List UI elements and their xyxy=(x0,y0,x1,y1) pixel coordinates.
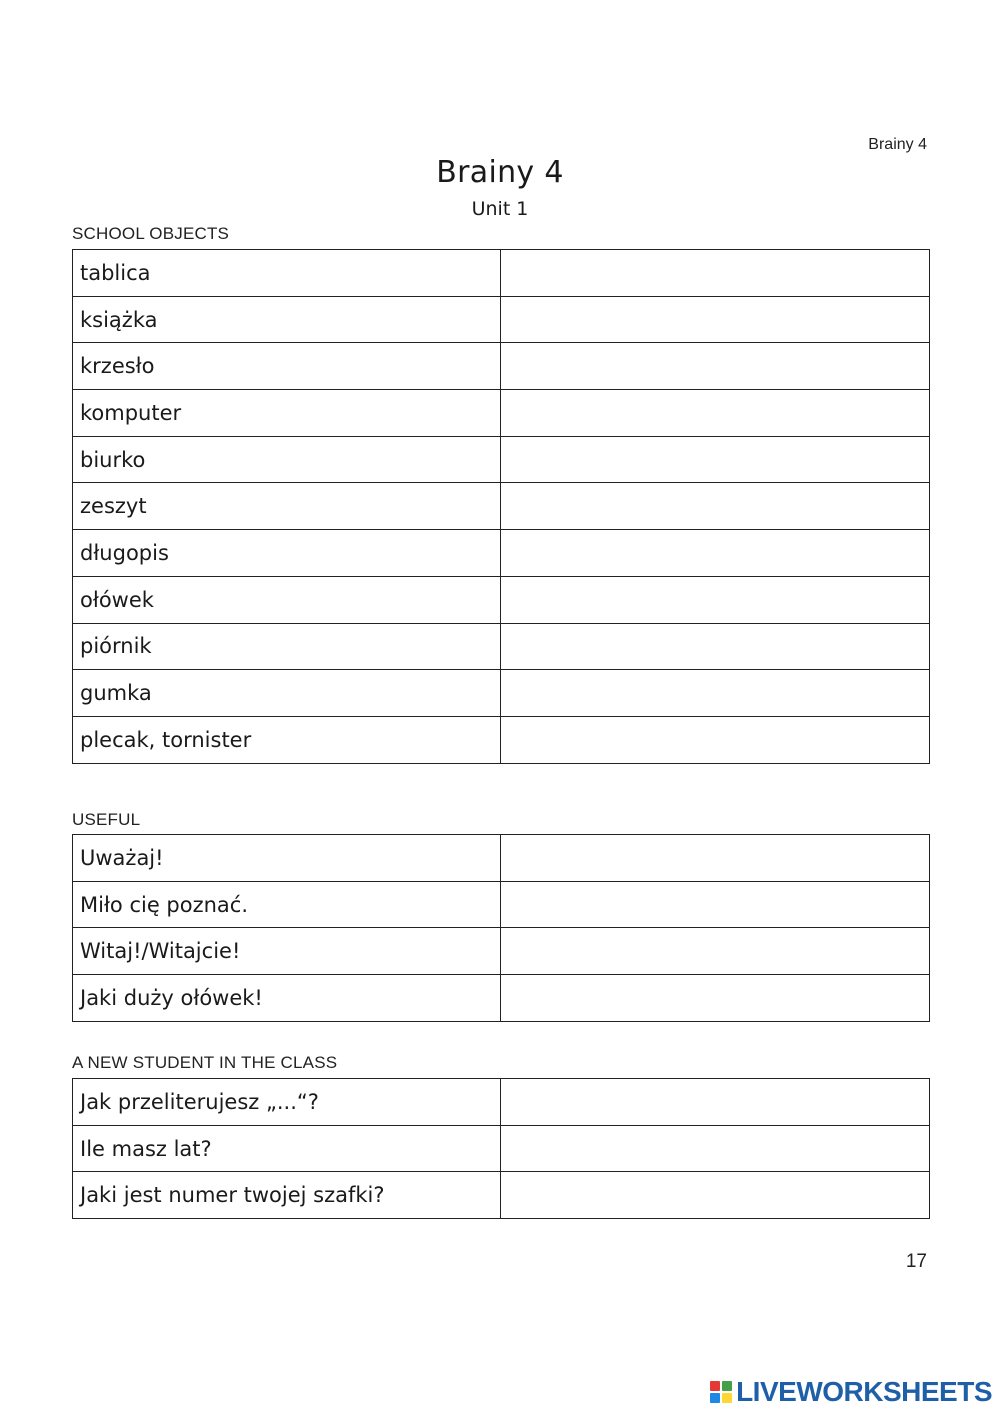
table-row xyxy=(73,390,930,437)
answer-input[interactable] xyxy=(501,530,929,576)
answer-input[interactable] xyxy=(501,437,929,483)
answer-cell[interactable] xyxy=(501,343,930,390)
polish-word: ołówek xyxy=(73,576,501,623)
answer-cell[interactable] xyxy=(501,296,930,343)
polish-word: gumka xyxy=(73,670,501,717)
answer-input[interactable] xyxy=(501,835,929,881)
section-label-new-student: A NEW STUDENT IN THE CLASS xyxy=(72,1053,338,1072)
answer-cell[interactable] xyxy=(501,436,930,483)
table-row xyxy=(73,436,930,483)
logo-square xyxy=(722,1381,732,1391)
useful-table xyxy=(72,834,930,1022)
answer-input[interactable] xyxy=(501,1172,929,1218)
answer-input[interactable] xyxy=(501,343,929,389)
table-row xyxy=(73,296,930,343)
answer-cell[interactable] xyxy=(501,928,930,975)
logo-square xyxy=(710,1393,720,1403)
polish-word: zeszyt xyxy=(73,483,501,530)
answer-input[interactable] xyxy=(501,483,929,529)
polish-phrase: Miło cię poznać. xyxy=(73,881,501,928)
logo-square xyxy=(710,1381,720,1391)
polish-phrase: Jaki jest numer twojej szafki? xyxy=(73,1172,501,1219)
answer-input[interactable] xyxy=(501,250,929,296)
page-number: 17 xyxy=(905,1251,927,1272)
new-student-table xyxy=(72,1078,930,1219)
answer-input[interactable] xyxy=(501,1079,929,1125)
page-subtitle: Unit 1 xyxy=(471,198,529,220)
answer-input[interactable] xyxy=(501,670,929,716)
table-row xyxy=(73,483,930,530)
table-row xyxy=(73,1079,930,1126)
table-row xyxy=(73,343,930,390)
polish-phrase: Uważaj! xyxy=(73,835,501,882)
table-row xyxy=(73,250,930,297)
logo-square xyxy=(722,1393,732,1403)
polish-word: biurko xyxy=(73,436,501,483)
school-objects-table xyxy=(72,249,930,764)
polish-word: plecak, tornister xyxy=(73,716,501,763)
answer-input[interactable] xyxy=(501,717,929,763)
answer-cell[interactable] xyxy=(501,576,930,623)
answer-cell[interactable] xyxy=(501,250,930,297)
table-row xyxy=(73,716,930,763)
answer-input[interactable] xyxy=(501,577,929,623)
liveworksheets-brand[interactable] xyxy=(710,1378,992,1406)
answer-cell[interactable] xyxy=(501,716,930,763)
answer-cell[interactable] xyxy=(501,483,930,530)
polish-word: komputer xyxy=(73,390,501,437)
table-row xyxy=(73,928,930,975)
answer-cell[interactable] xyxy=(501,623,930,670)
table-row xyxy=(73,1172,930,1219)
brand-name: LIVEWORKSHEETS xyxy=(736,1376,992,1407)
polish-phrase: Jaki duży ołówek! xyxy=(73,975,501,1022)
answer-input[interactable] xyxy=(501,928,929,974)
page-title: Brainy 4 xyxy=(436,155,564,190)
polish-phrase: Witaj!/Witajcie! xyxy=(73,928,501,975)
answer-input[interactable] xyxy=(501,975,929,1021)
polish-word: książka xyxy=(73,296,501,343)
section-label-school-objects: SCHOOL OBJECTS xyxy=(72,224,230,243)
answer-input[interactable] xyxy=(501,297,929,343)
polish-word: tablica xyxy=(73,250,501,297)
corner-book-label: Brainy 4 xyxy=(868,136,927,153)
polish-word: długopis xyxy=(73,530,501,577)
table-row xyxy=(73,975,930,1022)
answer-cell[interactable] xyxy=(501,975,930,1022)
section-label-useful: USEFUL xyxy=(72,810,141,829)
table-row xyxy=(73,576,930,623)
answer-cell[interactable] xyxy=(501,390,930,437)
answer-cell[interactable] xyxy=(501,881,930,928)
answer-cell[interactable] xyxy=(501,530,930,577)
table-row xyxy=(73,530,930,577)
table-row xyxy=(73,670,930,717)
liveworksheets-logo-icon xyxy=(710,1381,732,1403)
table-row xyxy=(73,881,930,928)
table-row xyxy=(73,623,930,670)
answer-cell[interactable] xyxy=(501,1125,930,1172)
answer-cell[interactable] xyxy=(501,1172,930,1219)
table-row xyxy=(73,1125,930,1172)
answer-cell[interactable] xyxy=(501,1079,930,1126)
answer-cell[interactable] xyxy=(501,670,930,717)
answer-input[interactable] xyxy=(501,390,929,436)
polish-phrase: Ile masz lat? xyxy=(73,1125,501,1172)
table-row xyxy=(73,835,930,882)
answer-input[interactable] xyxy=(501,882,929,928)
polish-word: piórnik xyxy=(73,623,501,670)
answer-cell[interactable] xyxy=(501,835,930,882)
polish-word: krzesło xyxy=(73,343,501,390)
polish-phrase: Jak przeliterujesz „...“? xyxy=(73,1079,501,1126)
answer-input[interactable] xyxy=(501,1126,929,1172)
answer-input[interactable] xyxy=(501,624,929,670)
